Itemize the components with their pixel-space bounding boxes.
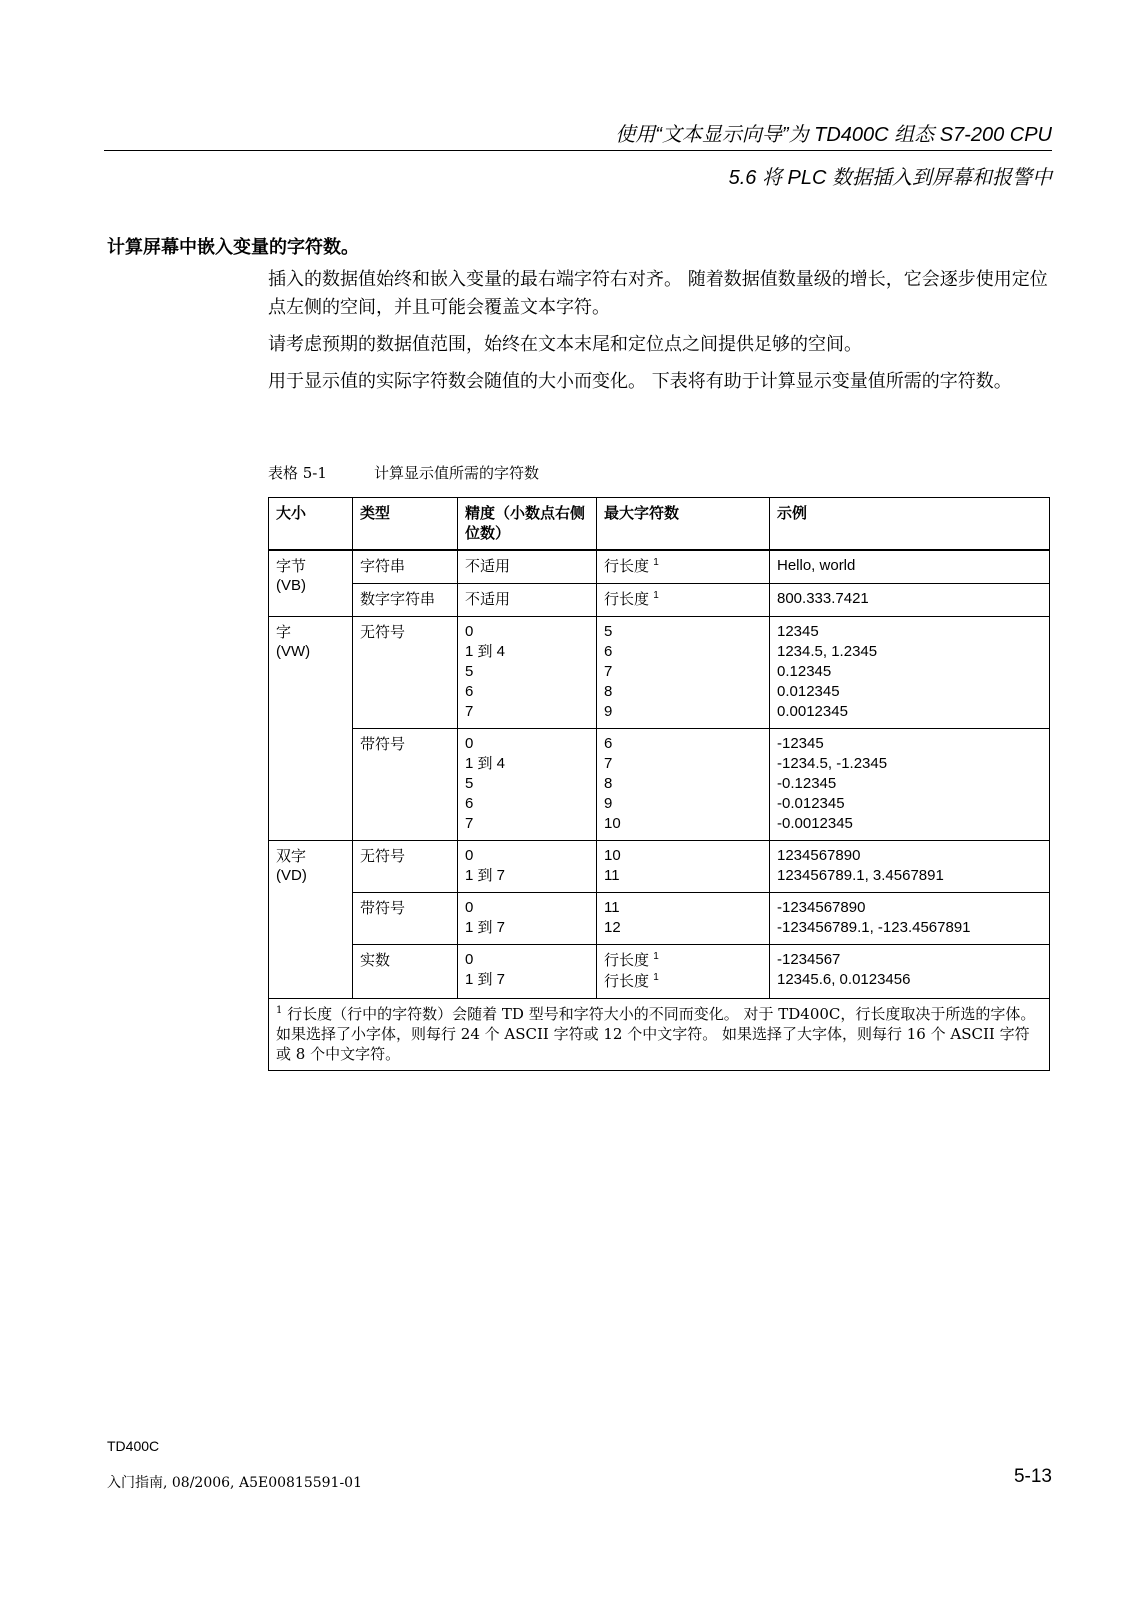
- type-cell: 字符串: [353, 550, 458, 584]
- max-chars-cell: [597, 617, 770, 729]
- precision-value: 7: [465, 703, 474, 720]
- example-value: -1234567: [777, 951, 841, 968]
- example-value: 1234.5, 1.2345: [777, 643, 878, 660]
- table-row: [269, 550, 1050, 584]
- example-cell: [770, 841, 1050, 893]
- table-row: [269, 584, 1050, 617]
- footer-model: TD400C: [107, 1438, 160, 1454]
- type-cell: 实数: [353, 945, 458, 999]
- example-cell: [770, 617, 1050, 729]
- example-value: 0.12345: [777, 663, 832, 680]
- max-chars-value: 10: [604, 847, 621, 864]
- header-example: 示例: [770, 498, 1050, 551]
- precision-cell: [458, 729, 597, 841]
- table-row: [269, 729, 1050, 841]
- footnote-ref: 1: [653, 951, 659, 962]
- max-chars-value: 5: [604, 623, 613, 640]
- max-chars-cell: [597, 550, 770, 584]
- example-cell: [770, 893, 1050, 945]
- example-cell: 800.333.7421: [770, 584, 1050, 617]
- precision-value: 1 到 4: [465, 643, 506, 660]
- max-chars-value: 7: [604, 755, 613, 772]
- table-caption-number: 表格 5-1: [268, 464, 327, 482]
- precision-cell: 不适用: [458, 584, 597, 617]
- precision-value: 0: [465, 951, 474, 968]
- footnote-row: [269, 999, 1050, 1071]
- max-chars-value: 8: [604, 775, 613, 792]
- footnote-ref: 1: [653, 590, 659, 601]
- example-value: -12345: [777, 735, 824, 752]
- size-name: 字: [276, 623, 292, 641]
- precision-cell: 不适用: [458, 550, 597, 584]
- footnote-mark: 1: [276, 1005, 283, 1016]
- example-value: 0.012345: [777, 683, 840, 700]
- section-heading: 计算屏幕中嵌入变量的字符数。: [107, 237, 359, 258]
- precision-cell: [458, 617, 597, 729]
- footnote-text: 行长度（行中的字符数）会随着 TD 型号和字符大小的不同而变化。 对于 TD400C，行长度取决于所选的字体。 如果选择了小字体，则每行 24 个 ASCII 字符或 12 个中文字符。 如果选择了大字体，则每行 16 个 ASCII 字符或 8 个中文字符。: [276, 1005, 1036, 1063]
- table-row: [269, 893, 1050, 945]
- example-value: 12345.6, 0.0123456: [777, 971, 911, 988]
- table-row: [269, 841, 1050, 893]
- precision-value: 6: [465, 683, 474, 700]
- precision-cell: [458, 893, 597, 945]
- max-chars-line: [604, 950, 762, 971]
- type-cell: 无符号: [353, 617, 458, 729]
- precision-value: 5: [465, 775, 474, 792]
- header-size: 大小: [269, 498, 353, 551]
- max-chars-value: 6: [604, 735, 613, 752]
- precision-value: 1 到 7: [465, 867, 506, 884]
- size-code: (VW): [276, 643, 311, 660]
- body-text: [268, 266, 1048, 405]
- precision-value: 5: [465, 663, 474, 680]
- precision-value: 1 到 7: [465, 971, 506, 988]
- max-chars-value: 行长度: [604, 590, 650, 608]
- size-code: (VB): [276, 577, 306, 594]
- precision-value: 0: [465, 735, 474, 752]
- precision-value: 0: [465, 847, 474, 864]
- paragraph: 请考虑预期的数据值范围，始终在文本末尾和定位点之间提供足够的空间。: [268, 334, 862, 355]
- page-number: 5-13: [1013, 1466, 1052, 1487]
- type-cell: 无符号: [353, 841, 458, 893]
- table-footnote: [269, 999, 1050, 1071]
- header-precision: 精度（小数点右侧位数）: [458, 498, 597, 551]
- size-cell-vw: [269, 617, 353, 841]
- precision-value: 1 到 4: [465, 755, 506, 772]
- max-chars-value: 8: [604, 683, 613, 700]
- header-max-chars: 最大字符数: [597, 498, 770, 551]
- table-caption-title: 计算显示值所需的字符数: [374, 464, 540, 482]
- precision-value: 6: [465, 795, 474, 812]
- size-name: 双字: [276, 847, 307, 865]
- max-chars-value: 行长度: [604, 557, 650, 575]
- example-value: -0.0012345: [777, 815, 853, 832]
- character-count-table: [268, 497, 1050, 1071]
- size-cell-vb: [269, 550, 353, 617]
- size-name: 字节: [276, 557, 307, 575]
- example-value: 123456789.1, 3.4567891: [777, 867, 944, 884]
- type-cell: 带符号: [353, 729, 458, 841]
- example-value: 12345: [777, 623, 819, 640]
- precision-cell: [458, 945, 597, 999]
- example-value: 1234567890: [777, 847, 861, 864]
- max-chars-value: 10: [604, 815, 621, 832]
- max-chars-cell: [597, 729, 770, 841]
- precision-value: 7: [465, 815, 474, 832]
- max-chars-value: 12: [604, 919, 621, 936]
- table-header-row: [269, 498, 1050, 551]
- paragraph: 用于显示值的实际字符数会随值的大小而变化。 下表将有助于计算显示变量值所需的字符数。: [268, 371, 1012, 392]
- type-cell: 数字字符串: [353, 584, 458, 617]
- max-chars-value: 6: [604, 643, 613, 660]
- size-cell-vd: [269, 841, 353, 999]
- max-chars-cell: [597, 841, 770, 893]
- header-type: 类型: [353, 498, 458, 551]
- precision-value: 0: [465, 899, 474, 916]
- example-value: -0.12345: [777, 775, 837, 792]
- max-chars-cell: [597, 893, 770, 945]
- max-chars-line: [604, 971, 762, 992]
- max-chars-value: 7: [604, 663, 613, 680]
- example-cell: Hello, world: [770, 550, 1050, 584]
- footnote-ref: 1: [653, 557, 659, 568]
- paragraph: 插入的数据值始终和嵌入变量的最右端字符右对齐。 随着数据值数量级的增长，它会逐步使用定位点左侧的空间，并且可能会覆盖文本字符。: [268, 269, 1048, 318]
- example-value: -123456789.1, -123.4567891: [777, 919, 971, 936]
- header-divider: [104, 150, 1052, 151]
- max-chars-value: 9: [604, 795, 613, 812]
- precision-value: 1 到 7: [465, 919, 506, 936]
- example-value: -1234567890: [777, 899, 866, 916]
- type-cell: 带符号: [353, 893, 458, 945]
- table-caption: [268, 462, 539, 483]
- running-header-section: 5.6 将 PLC 数据插入到屏幕和报警中: [728, 167, 1052, 189]
- max-chars-value: 行长度: [604, 951, 650, 969]
- precision-cell: [458, 841, 597, 893]
- footnote-ref: 1: [653, 972, 659, 983]
- table-row: [269, 945, 1050, 999]
- max-chars-value: 9: [604, 703, 613, 720]
- running-header-title: 使用“文本显示向导”为 TD400C 组态 S7-200 CPU: [615, 124, 1052, 146]
- precision-value: 0: [465, 623, 474, 640]
- max-chars-cell: [597, 584, 770, 617]
- table-row: [269, 617, 1050, 729]
- footer-document-info: 入门指南, 08/2006, A5E00815591-01: [107, 1475, 363, 1491]
- size-code: (VD): [276, 867, 307, 884]
- example-cell: [770, 945, 1050, 999]
- example-value: -0.012345: [777, 795, 845, 812]
- example-value: -1234.5, -1.2345: [777, 755, 888, 772]
- max-chars-value: 行长度: [604, 972, 650, 990]
- example-value: 0.0012345: [777, 703, 848, 720]
- max-chars-value: 11: [604, 867, 620, 884]
- example-cell: [770, 729, 1050, 841]
- max-chars-cell: [597, 945, 770, 999]
- max-chars-value: 11: [604, 899, 620, 916]
